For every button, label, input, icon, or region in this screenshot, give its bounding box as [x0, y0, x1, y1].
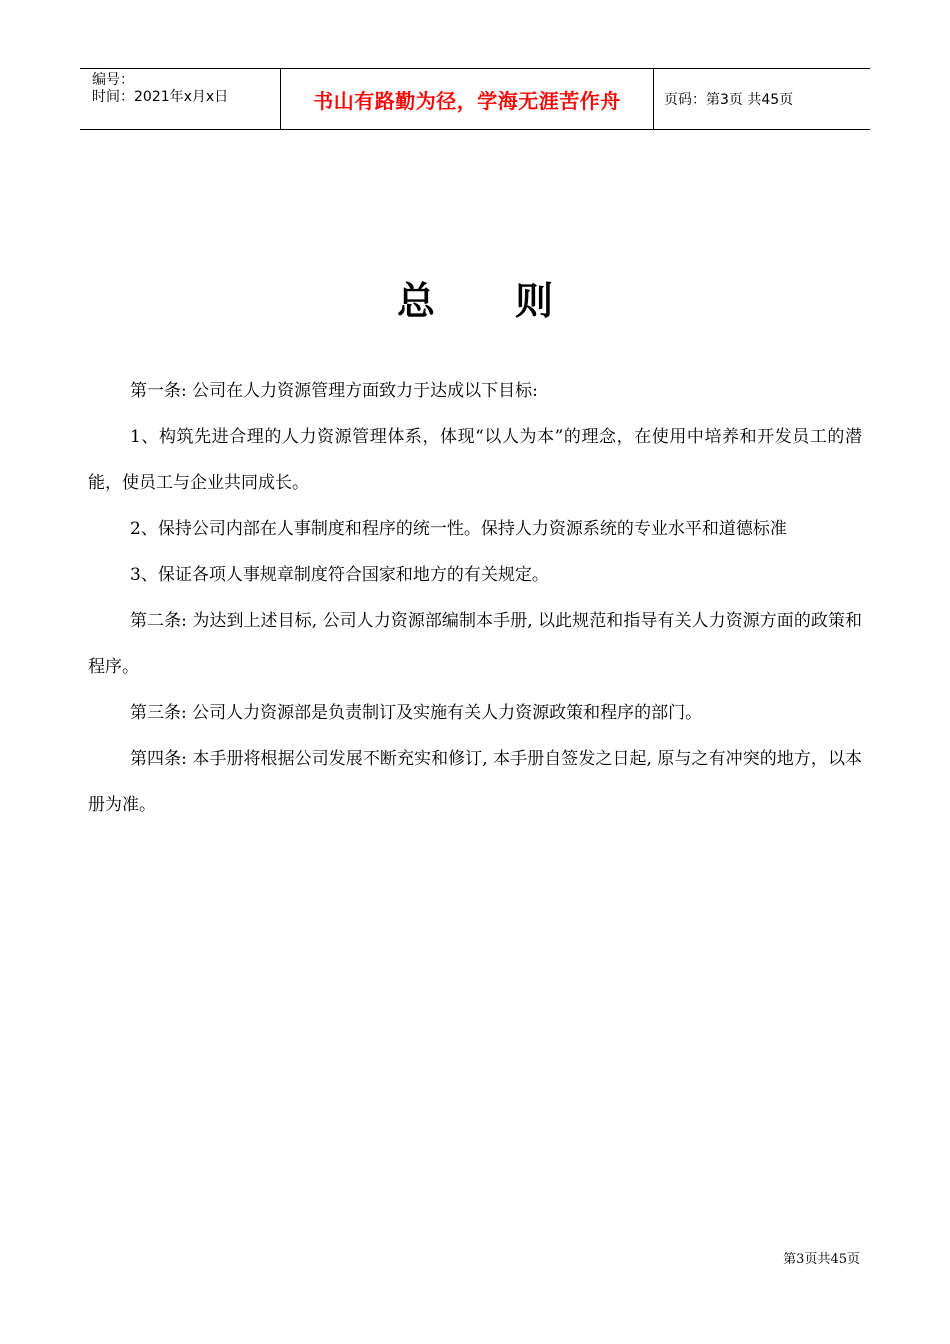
document-time-label: 时间：2021年x月x日 — [92, 89, 229, 105]
page-header — [80, 68, 870, 130]
article-paragraph: 第四条: 本手册将根据公司发展不断充实和修订, 本手册自签发之日起, 原与之有冲突的地方，以本册为准。 — [88, 749, 862, 815]
article-paragraph: 第一条: 公司在人力资源管理方面致力于达成以下目标: — [130, 381, 538, 401]
article-paragraph: 第三条: 公司人力资源部是负责制订及实施有关人力资源政策和程序的部门。 — [130, 703, 703, 723]
article-paragraph: 第二条: 为达到上述目标, 公司人力资源部编制本手册, 以此规范和指导有关人力资源方面的政策和程序。 — [88, 611, 862, 677]
page-footer — [783, 1248, 860, 1267]
article-paragraph: 3、保证各项人事规章制度符合国家和地方的有关规定。 — [130, 565, 549, 585]
header-motto: 书山有路勤为径，学海无涯苦作舟 — [313, 88, 621, 113]
article-paragraph: 2、保持公司内部在人事制度和程序的统一性。保持人力资源系统的专业水平和道德标准 — [130, 519, 787, 539]
article-paragraph: 1、构筑先进合理的人力资源管理体系，体现“以人为本”的理念，在使用中培养和开发员工的潜能，使员工与企业共同成长。 — [88, 427, 862, 493]
document-number-label: 编号： — [92, 72, 134, 88]
header-motto-cell — [281, 69, 654, 129]
section-title-right: 则 — [515, 279, 554, 323]
header-meta-cell — [80, 69, 281, 129]
section-title — [0, 270, 950, 325]
document-body — [88, 368, 862, 828]
footer-page-info: 第3页共45页 — [783, 1252, 860, 1267]
header-page-info: 页码：第3页 共45页 — [664, 92, 794, 108]
section-title-left: 总 — [396, 279, 435, 323]
header-page-cell — [654, 69, 870, 129]
